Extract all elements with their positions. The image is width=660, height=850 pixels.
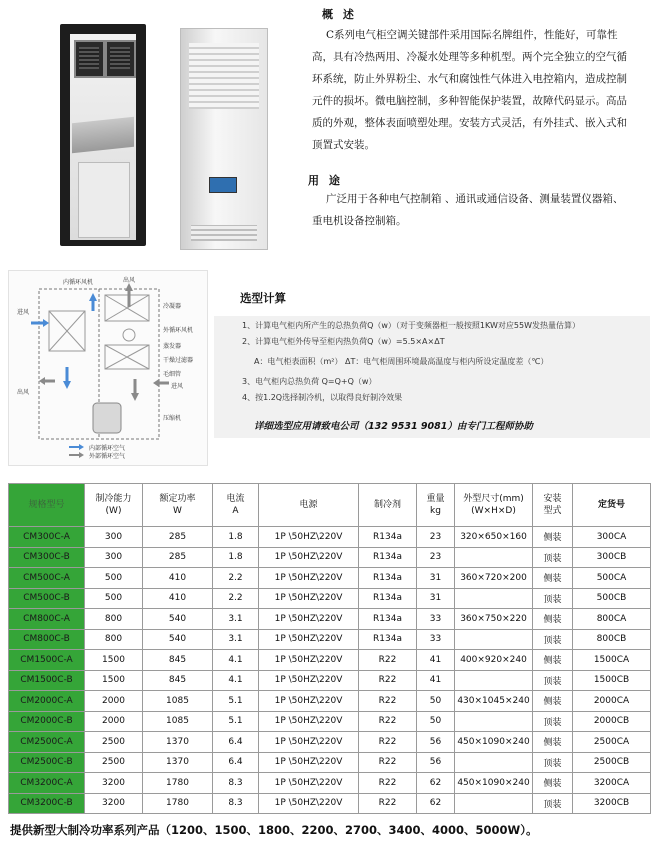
cell-model: CM1500C-A (9, 650, 85, 671)
cell-power: 410 (143, 568, 213, 589)
overview-paragraph (312, 24, 656, 156)
cell-dimensions (455, 588, 533, 609)
spec-table (8, 483, 651, 814)
table-row (9, 547, 651, 568)
cell-refrigerant: R22 (359, 752, 417, 773)
cell-order-code: 300CA (573, 527, 651, 548)
table-row (9, 650, 651, 671)
product-photo-closed-cabinet (180, 28, 268, 250)
table-row (9, 609, 651, 630)
calc-line-1: 1、计算电气柜内所产生的总热负荷Q（w）（对于变频器柜一般按照1KW对应55W发热量估算） (242, 321, 580, 330)
cell-weight: 23 (417, 527, 455, 548)
calc-line-5: 4、按1.2Q选择制冷机，以取得良好制冷效果 (242, 393, 403, 402)
cell-supply: 1P \50HZ\220V (259, 793, 359, 814)
cell-model: CM300C-A (9, 527, 85, 548)
vent-grille-bottom (191, 225, 257, 241)
cell-model: CM2000C-A (9, 691, 85, 712)
cell-model: CM500C-A (9, 568, 85, 589)
cell-order-code: 2500CB (573, 752, 651, 773)
table-row (9, 629, 651, 650)
cell-order-code: 800CB (573, 629, 651, 650)
cell-capacity: 800 (85, 609, 143, 630)
cell-supply: 1P \50HZ\220V (259, 588, 359, 609)
overview-line: C系列电气柜空调关键部件采用国际名牌组件，性能好，可靠性 (326, 29, 618, 41)
header-power: 额定功率 W (143, 484, 213, 527)
usage-title: 用 途 (308, 174, 343, 187)
cell-model: CM500C-B (9, 588, 85, 609)
usage-paragraph (312, 188, 656, 232)
cell-weight: 56 (417, 752, 455, 773)
cell-current: 4.1 (213, 670, 259, 691)
selection-calc-box (214, 316, 650, 438)
cell-mount: 侧装 (533, 568, 573, 589)
cell-current: 2.2 (213, 588, 259, 609)
cell-supply: 1P \50HZ\220V (259, 670, 359, 691)
calc-line-2: 2、计算电气柜外传导至柜内热负荷Q（w）=5.5×A×ΔT (242, 337, 445, 346)
cell-model: CM2500C-B (9, 752, 85, 773)
cell-power: 1780 (143, 793, 213, 814)
label-evaporator: 蒸发器 (163, 343, 182, 350)
fan-icon (74, 40, 105, 78)
cabinet-front-panel (70, 34, 136, 240)
cell-refrigerant: R22 (359, 670, 417, 691)
product-photo-open-cabinet (60, 24, 146, 246)
cell-power: 540 (143, 629, 213, 650)
cell-dimensions: 450×1090×240 (455, 732, 533, 753)
cell-power: 540 (143, 609, 213, 630)
header-current: 电流 A (213, 484, 259, 527)
cell-dimensions: 320×650×160 (455, 527, 533, 548)
cell-current: 3.1 (213, 609, 259, 630)
cell-dimensions (455, 711, 533, 732)
cell-weight: 33 (417, 609, 455, 630)
cell-capacity: 1500 (85, 670, 143, 691)
cell-power: 1085 (143, 711, 213, 732)
cell-dimensions (455, 793, 533, 814)
cell-supply: 1P \50HZ\220V (259, 773, 359, 794)
cell-mount: 侧装 (533, 691, 573, 712)
header-weight: 重量 kg (417, 484, 455, 527)
cell-order-code: 1500CB (573, 670, 651, 691)
cell-current: 3.1 (213, 629, 259, 650)
header-supply: 电源 (259, 484, 359, 527)
cell-power: 845 (143, 670, 213, 691)
cell-supply: 1P \50HZ\220V (259, 711, 359, 732)
overview-line: 元件的损坏。微电脑控制，多种智能保护装置，故障代码显示。高品 (312, 95, 627, 107)
table-row (9, 711, 651, 732)
cell-order-code: 2000CB (573, 711, 651, 732)
cell-order-code: 2000CA (573, 691, 651, 712)
cell-current: 5.1 (213, 691, 259, 712)
cell-refrigerant: R22 (359, 773, 417, 794)
cell-order-code: 3200CA (573, 773, 651, 794)
cell-mount: 顶装 (533, 711, 573, 732)
cell-mount: 侧装 (533, 650, 573, 671)
usage-line: 重电机设备控制箱。 (312, 215, 407, 227)
table-row (9, 752, 651, 773)
cell-model: CM1500C-B (9, 670, 85, 691)
cell-weight: 62 (417, 773, 455, 794)
cell-power: 1370 (143, 752, 213, 773)
fan-icon (105, 40, 136, 78)
label-in-wind-left: 进风 (17, 309, 30, 316)
label-out-wind-top: 出风 (123, 277, 136, 284)
cell-supply: 1P \50HZ\220V (259, 650, 359, 671)
cell-weight: 56 (417, 732, 455, 753)
cell-dimensions (455, 670, 533, 691)
header-refrigerant: 制冷剂 (359, 484, 417, 527)
cell-power: 1085 (143, 691, 213, 712)
overview-line: 顶置式安装。 (312, 139, 375, 151)
cell-current: 8.3 (213, 793, 259, 814)
cell-power: 845 (143, 650, 213, 671)
cell-order-code: 300CB (573, 547, 651, 568)
cell-power: 1370 (143, 732, 213, 753)
cell-weight: 33 (417, 629, 455, 650)
cell-capacity: 2500 (85, 752, 143, 773)
label-condenser: 冷凝器 (163, 303, 182, 310)
cell-capacity: 3200 (85, 793, 143, 814)
cell-capacity: 800 (85, 629, 143, 650)
overview-line: 质的外观，整体表面喷塑处理。安装方式灵活，有外挂式、嵌入式和 (312, 117, 627, 129)
cell-supply: 1P \50HZ\220V (259, 732, 359, 753)
header-dimensions: 外型尺寸(mm) (W×H×D) (455, 484, 533, 527)
label-in-wind-right: 进风 (171, 383, 184, 390)
cell-power: 285 (143, 527, 213, 548)
cell-model: CM800C-A (9, 609, 85, 630)
header-model: 规格型号 (9, 484, 85, 527)
overview-line: 环系统，防止外界粉尘、水气和腐蚀性气体进入电控箱内，造成控制 (312, 73, 627, 85)
control-display (209, 177, 237, 193)
label-outer-fan: 外循环风机 (163, 327, 194, 334)
overview-title: 概 述 (322, 8, 357, 21)
cell-dimensions: 450×1090×240 (455, 773, 533, 794)
legend-outer-air: 外部循环空气 (89, 453, 126, 460)
cell-capacity: 500 (85, 568, 143, 589)
vent-grille (189, 43, 259, 109)
table-row (9, 691, 651, 712)
drain-tray (72, 117, 134, 154)
cell-dimensions (455, 629, 533, 650)
cell-order-code: 1500CA (573, 650, 651, 671)
cell-model: CM3200C-A (9, 773, 85, 794)
cell-mount: 侧装 (533, 732, 573, 753)
cell-current: 8.3 (213, 773, 259, 794)
structure-diagram (8, 270, 208, 466)
cell-refrigerant: R22 (359, 732, 417, 753)
cell-order-code: 2500CA (573, 732, 651, 753)
cell-current: 6.4 (213, 732, 259, 753)
cell-weight: 23 (417, 547, 455, 568)
cell-capacity: 2000 (85, 711, 143, 732)
cell-mount: 顶装 (533, 752, 573, 773)
cell-weight: 50 (417, 711, 455, 732)
cell-refrigerant: R22 (359, 691, 417, 712)
label-capillary: 毛细管 (163, 371, 182, 378)
table-row (9, 793, 651, 814)
cell-supply: 1P \50HZ\220V (259, 752, 359, 773)
cell-refrigerant: R134a (359, 527, 417, 548)
usage-line: 广泛用于各种电气控制箱 、通讯或通信设备、测量装置仪器箱、 (326, 193, 624, 205)
cell-supply: 1P \50HZ\220V (259, 527, 359, 548)
cell-current: 1.8 (213, 527, 259, 548)
label-out-wind-left: 出风 (17, 389, 30, 396)
cell-capacity: 1500 (85, 650, 143, 671)
cell-current: 4.1 (213, 650, 259, 671)
overview-line: 高，具有冷热两用、冷凝水处理等多种机型。两个完全独立的空气循 (312, 51, 627, 63)
cell-refrigerant: R22 (359, 650, 417, 671)
table-row (9, 588, 651, 609)
cell-mount: 侧装 (533, 527, 573, 548)
lower-panel (78, 162, 130, 238)
cell-weight: 41 (417, 650, 455, 671)
cell-power: 285 (143, 547, 213, 568)
cell-current: 5.1 (213, 711, 259, 732)
cell-weight: 50 (417, 691, 455, 712)
cell-order-code: 800CA (573, 609, 651, 630)
cell-weight: 41 (417, 670, 455, 691)
cell-current: 1.8 (213, 547, 259, 568)
cell-model: CM2500C-A (9, 732, 85, 753)
cell-refrigerant: R134a (359, 629, 417, 650)
cell-capacity: 300 (85, 527, 143, 548)
cell-dimensions (455, 752, 533, 773)
cell-dimensions: 360×720×200 (455, 568, 533, 589)
header-order-code: 定货号 (573, 484, 651, 527)
cell-mount: 顶装 (533, 793, 573, 814)
cell-model: CM3200C-B (9, 793, 85, 814)
cell-order-code: 500CA (573, 568, 651, 589)
label-dry-filter: 干燥过滤器 (163, 357, 194, 364)
cell-order-code: 3200CB (573, 793, 651, 814)
cell-dimensions: 360×750×220 (455, 609, 533, 630)
label-inner-fan: 内循环风机 (63, 279, 94, 286)
cell-weight: 31 (417, 568, 455, 589)
table-row (9, 670, 651, 691)
contact-line: 详细选型应用请致电公司（132 9531 9081）由专门工程师协助 (254, 421, 533, 432)
cell-power: 1780 (143, 773, 213, 794)
cell-refrigerant: R134a (359, 609, 417, 630)
cell-model: CM2000C-B (9, 711, 85, 732)
cell-model: CM300C-B (9, 547, 85, 568)
cell-dimensions (455, 547, 533, 568)
header-capacity: 制冷能力 (W) (85, 484, 143, 527)
table-row (9, 773, 651, 794)
label-compressor: 压缩机 (163, 415, 182, 422)
table-row (9, 527, 651, 548)
legend-inner-air: 内部循环空气 (89, 445, 126, 452)
cell-power: 410 (143, 588, 213, 609)
cell-supply: 1P \50HZ\220V (259, 568, 359, 589)
cell-capacity: 500 (85, 588, 143, 609)
cell-supply: 1P \50HZ\220V (259, 547, 359, 568)
cell-capacity: 2500 (85, 732, 143, 753)
cell-order-code: 500CB (573, 588, 651, 609)
header-mount: 安装 型式 (533, 484, 573, 527)
table-header-row (9, 484, 651, 527)
cell-model: CM800C-B (9, 629, 85, 650)
cell-weight: 31 (417, 588, 455, 609)
cell-supply: 1P \50HZ\220V (259, 629, 359, 650)
cell-current: 2.2 (213, 568, 259, 589)
cell-capacity: 3200 (85, 773, 143, 794)
cell-dimensions: 400×920×240 (455, 650, 533, 671)
cell-refrigerant: R134a (359, 568, 417, 589)
cell-mount: 顶装 (533, 547, 573, 568)
cell-refrigerant: R134a (359, 588, 417, 609)
table-row (9, 732, 651, 753)
cell-mount: 顶装 (533, 670, 573, 691)
cell-refrigerant: R22 (359, 711, 417, 732)
calc-line-4: 3、电气柜内总热负荷 Q=Q+Q（w） (242, 377, 377, 386)
cell-supply: 1P \50HZ\220V (259, 609, 359, 630)
cell-mount: 顶装 (533, 588, 573, 609)
cell-dimensions: 430×1045×240 (455, 691, 533, 712)
calc-line-3: A：电气柜表面积（m²） ΔT：电气柜周围环境最高温度与柜内所设定温度差（℃） (254, 357, 549, 366)
cell-capacity: 300 (85, 547, 143, 568)
table-row (9, 568, 651, 589)
cell-capacity: 2000 (85, 691, 143, 712)
cell-mount: 侧装 (533, 609, 573, 630)
selection-title: 选型计算 (240, 291, 286, 305)
cell-refrigerant: R22 (359, 793, 417, 814)
cell-mount: 顶装 (533, 629, 573, 650)
cell-current: 6.4 (213, 752, 259, 773)
cell-weight: 62 (417, 793, 455, 814)
cell-mount: 侧装 (533, 773, 573, 794)
footer-note: 提供新型大制冷功率系列产品（1200、1500、1800、2200、2700、3400、4000、5000W）。 (10, 823, 538, 837)
cell-refrigerant: R134a (359, 547, 417, 568)
cell-supply: 1P \50HZ\220V (259, 691, 359, 712)
